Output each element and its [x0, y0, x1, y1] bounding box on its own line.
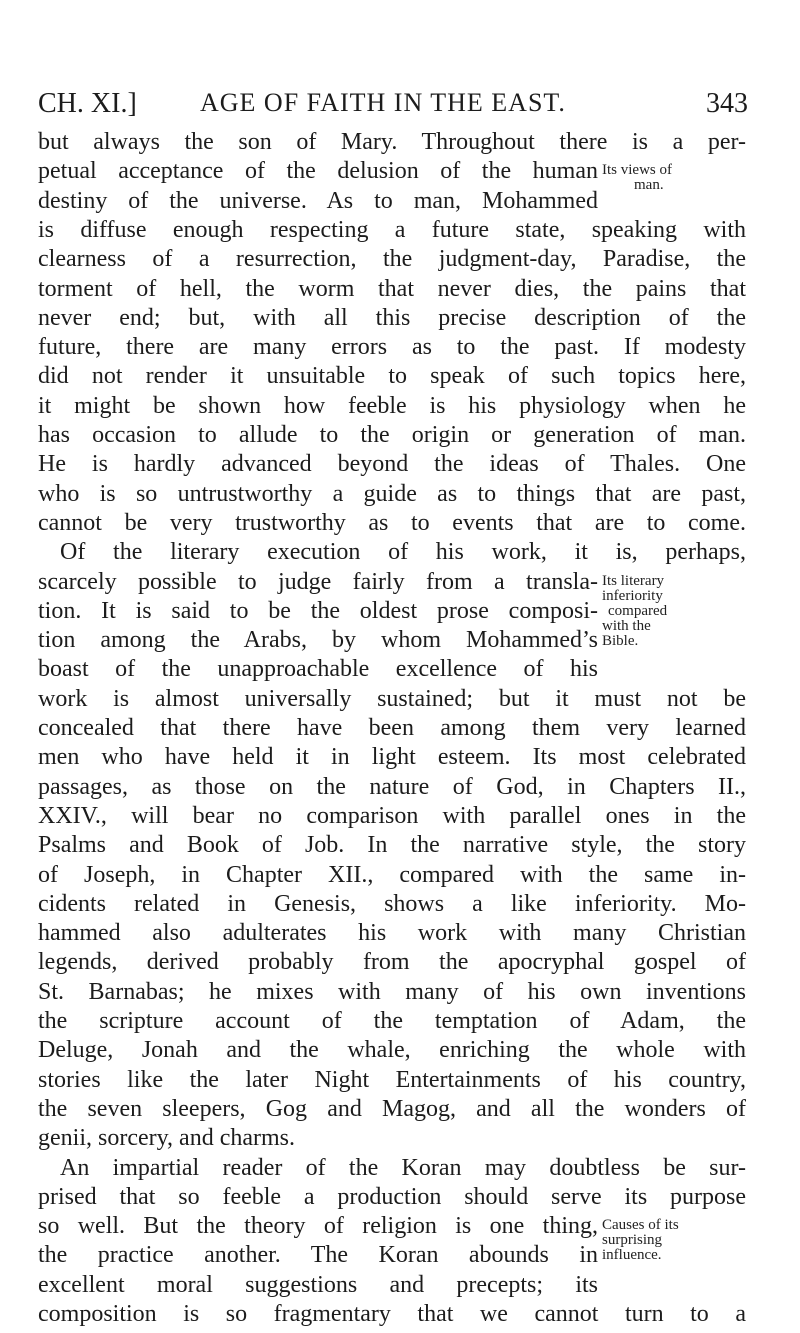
text-line: but always the son of Mary. Throughout there is a per- [38, 129, 746, 155]
text-line: future, there are many errors as to the past. If modesty [38, 334, 746, 361]
text-line: scarcely possible to judge fairly from a transla- [38, 568, 598, 595]
margin-note-line: Bible. [602, 632, 639, 649]
text-line: never end; but, with all this precise description of the [38, 304, 746, 331]
text-line: of Joseph, in Chapter XII., compared with the same in- [38, 861, 746, 888]
text-line: genii, sorcery, and charms. [38, 1125, 296, 1152]
text-line: concealed that there have been among them very learned [38, 715, 746, 741]
running-title: AGE OF FAITH IN THE EAST. [200, 88, 566, 117]
text-line: prised that so feeble a production should serve its purpose [38, 1183, 746, 1210]
margin-note-line: with the [602, 617, 651, 634]
text-line: He is hardly advanced beyond the ideas of Thales. One [38, 451, 746, 478]
text-line: men who have held it in light esteem. Its most celebrated [38, 744, 746, 771]
text-line: legends, derived probably from the apocryphal gospel of [38, 949, 746, 976]
text-line: the practice another. The Koran abounds in [38, 1242, 598, 1269]
margin-note-line: Causes of its [602, 1217, 679, 1234]
text-line: petual acceptance of the delusion of the human [38, 158, 598, 185]
margin-note-literary-inferiority [602, 574, 752, 649]
chapter-label: CH. XI.] [38, 88, 137, 119]
text-line: torment of hell, the worm that never dies, the pains that [38, 275, 746, 302]
text-line: did not render it unsuitable to speak of such topics here, [38, 363, 746, 390]
margin-note-line: compared [608, 602, 668, 619]
text-line: Psalms and Book of Job. In the narrative style, the story [38, 832, 746, 859]
margin-note-line: Its views of [602, 162, 672, 179]
page-number: 343 [706, 88, 748, 119]
text-line: tion among the Arabs, by whom Mohammed’s [38, 627, 598, 654]
text-line: it might be shown how feeble is his physiology when he [38, 392, 746, 419]
text-line: clearness of a resurrection, the judgment-day, Paradise, the [38, 246, 746, 273]
text-line: the scripture account of the temptation of Adam, the [38, 1008, 746, 1034]
text-line: Of the literary execution of his work, it is, perhaps, [60, 539, 746, 566]
text-line: cidents related in Genesis, shows a like inferiority. Mo- [38, 890, 746, 917]
margin-note-line: Its literary [602, 572, 665, 589]
text-line: so well. But the theory of religion is one thing, [38, 1213, 598, 1240]
text-line: stories like the later Night Entertainments of his country, [38, 1066, 746, 1093]
text-line: work is almost universally sustained; but it must not be [38, 685, 746, 712]
margin-note-line: man. [634, 177, 664, 194]
text-line: cannot be very trustworthy as to events that are to come. [38, 509, 746, 536]
text-line: the seven sleepers, Gog and Magog, and all the wonders of [38, 1095, 746, 1122]
text-line: composition is so fragmentary that we cannot turn to a [38, 1301, 746, 1327]
text-line: XXIV., will bear no comparison with parallel ones in the [38, 802, 746, 829]
margin-note-line: inferiority [602, 587, 663, 604]
text-line: destiny of the universe. As to man, Mohammed [38, 187, 598, 214]
text-line: excellent moral suggestions and precepts; its [38, 1271, 598, 1298]
text-line: boast of the unapproachable excellence of his [38, 656, 598, 683]
text-line: is diffuse enough respecting a future state, speaking with [38, 216, 746, 243]
text-line: tion. It is said to be the oldest prose composi- [38, 597, 598, 624]
margin-note-line: surprising [602, 1232, 662, 1249]
text-line: passages, as those on the nature of God, in Chapters II., [38, 773, 746, 800]
text-line: who is so untrustworthy a guide as to things that are past, [38, 480, 746, 507]
text-line: Deluge, Jonah and the whale, enriching the whole with [38, 1037, 746, 1064]
margin-note-causes-of-influence [602, 1218, 752, 1263]
margin-note-views-of-man [602, 163, 752, 193]
text-line: has occasion to allude to the origin or generation of man. [38, 422, 746, 448]
margin-note-line: influence. [602, 1247, 662, 1264]
text-line: hammed also adulterates his work with many Christian [38, 920, 746, 947]
text-line: An impartial reader of the Koran may doubtless be sur- [60, 1154, 746, 1181]
running-header [38, 88, 748, 128]
text-line: St. Barnabas; he mixes with many of his own inventions [38, 978, 746, 1005]
